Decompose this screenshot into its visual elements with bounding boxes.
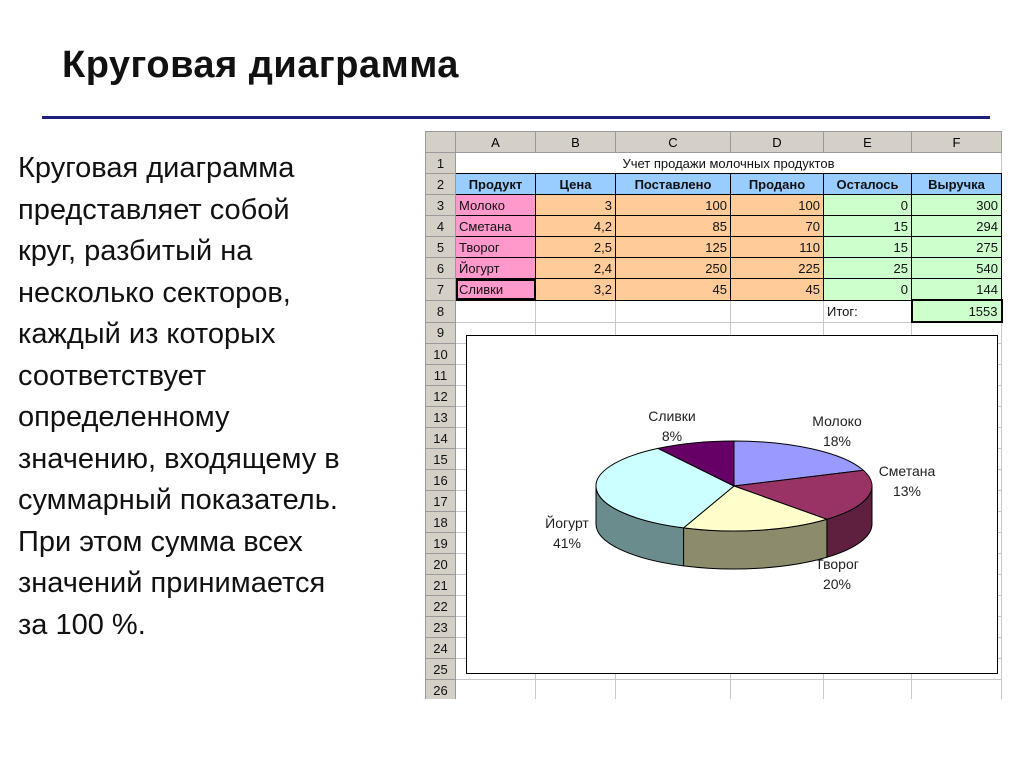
data-cell[interactable]: 45 (616, 279, 731, 301)
data-cell[interactable]: 0 (824, 195, 912, 216)
data-cell[interactable]: 70 (731, 216, 824, 237)
body-line: суммарный показатель. (18, 484, 338, 516)
column-title-cell[interactable]: Поставлено (616, 174, 731, 195)
column-title-cell[interactable]: Цена (536, 174, 616, 195)
column-header-b[interactable]: B (536, 132, 616, 153)
data-cell[interactable]: 3 (536, 195, 616, 216)
sheet-row (426, 300, 1002, 322)
row-header[interactable]: 6 (426, 258, 456, 279)
table-row (426, 216, 1002, 237)
body-line: представляет собой (18, 193, 290, 226)
row-header[interactable]: 8 (426, 300, 456, 322)
empty-cell[interactable] (536, 300, 616, 322)
row-header[interactable]: 17 (426, 491, 456, 512)
table-row (426, 237, 1002, 258)
row-header[interactable]: 7 (426, 279, 456, 301)
empty-cell[interactable] (731, 680, 824, 700)
row-header[interactable]: 3 (426, 195, 456, 216)
row-header[interactable]: 19 (426, 533, 456, 554)
column-header-row (426, 132, 1002, 153)
data-cell[interactable]: 250 (616, 258, 731, 279)
title-divider (42, 116, 990, 119)
data-cell[interactable]: 125 (616, 237, 731, 258)
pie-category-label: Молоко (812, 413, 862, 429)
data-cell[interactable]: 85 (616, 216, 731, 237)
row-header[interactable]: 21 (426, 575, 456, 596)
pie-chart (467, 336, 997, 673)
empty-cell[interactable] (912, 680, 1002, 700)
empty-cell[interactable] (616, 300, 731, 322)
row-header[interactable]: 20 (426, 554, 456, 575)
pie-percent-label: 18% (822, 433, 852, 449)
row-header[interactable]: 5 (426, 237, 456, 258)
body-line: соответствует (18, 359, 207, 392)
column-header-d[interactable]: D (731, 132, 824, 153)
data-cell[interactable]: Сливки (456, 279, 536, 301)
body-line: значению, входящему в (18, 442, 340, 475)
row-header[interactable]: 22 (426, 596, 456, 617)
data-cell[interactable]: 100 (616, 195, 731, 216)
data-cell[interactable]: 100 (731, 195, 824, 216)
pie-percent-label: 8% (661, 428, 683, 444)
data-cell[interactable]: 225 (731, 258, 824, 279)
table-row (426, 195, 1002, 216)
row-header[interactable]: 12 (426, 386, 456, 407)
row-header[interactable]: 25 (426, 659, 456, 680)
column-title-cell[interactable]: Выручка (912, 174, 1002, 195)
pie-percent-label: 13% (892, 483, 922, 499)
pie-category-label: Йогурт (545, 515, 589, 531)
column-header-c[interactable]: C (616, 132, 731, 153)
data-cell[interactable]: 3,2 (536, 279, 616, 301)
row-header[interactable]: 1 (426, 153, 456, 174)
total-label-cell[interactable]: Итог: (824, 300, 912, 322)
data-cell[interactable]: 45 (731, 279, 824, 301)
data-cell[interactable]: 2,5 (536, 237, 616, 258)
data-cell[interactable]: 540 (912, 258, 1002, 279)
sheet-row (426, 680, 1002, 700)
data-cell[interactable]: Сметана (456, 216, 536, 237)
column-title-cell[interactable]: Осталось (824, 174, 912, 195)
row-header[interactable]: 4 (426, 216, 456, 237)
column-header-f[interactable]: F (912, 132, 1002, 153)
data-cell[interactable]: Творог (456, 237, 536, 258)
sheet-row (426, 153, 1002, 174)
body-line: Круговая диаграмма (18, 152, 295, 184)
empty-cell[interactable] (824, 680, 912, 700)
data-cell[interactable]: 2,4 (536, 258, 616, 279)
column-header-e[interactable]: E (824, 132, 912, 153)
body-line: за 100 %. (18, 608, 146, 641)
select-all-corner[interactable] (426, 132, 456, 153)
total-value-cell[interactable]: 1553 (912, 300, 1002, 322)
row-header[interactable]: 9 (426, 322, 456, 344)
row-header[interactable]: 13 (426, 407, 456, 428)
row-header[interactable]: 23 (426, 617, 456, 638)
data-cell[interactable]: 300 (912, 195, 1002, 216)
data-cell[interactable]: 25 (824, 258, 912, 279)
empty-cell[interactable] (536, 680, 616, 700)
data-cell[interactable]: 110 (731, 237, 824, 258)
table-row (426, 279, 1002, 301)
empty-cell[interactable] (616, 680, 731, 700)
sheet-row (426, 174, 1002, 195)
pie-chart-area (466, 335, 998, 674)
body-line: значений принимается (18, 567, 326, 599)
empty-cell[interactable] (731, 300, 824, 322)
pie-percent-label: 20% (822, 576, 852, 592)
data-cell[interactable]: 15 (824, 216, 912, 237)
pie-category-label: Сливки (648, 408, 696, 424)
row-header[interactable]: 15 (426, 449, 456, 470)
data-cell[interactable]: 15 (824, 237, 912, 258)
data-cell[interactable]: Йогурт (456, 258, 536, 279)
pie-category-label: Сметана (878, 463, 936, 479)
row-header[interactable]: 10 (426, 344, 456, 365)
column-header-a[interactable]: A (456, 132, 536, 153)
empty-cell[interactable] (456, 680, 536, 700)
body-line: При этом сумма всех (18, 525, 303, 558)
column-title-cell[interactable]: Продано (731, 174, 824, 195)
data-cell[interactable]: Молоко (456, 195, 536, 216)
row-header[interactable]: 24 (426, 638, 456, 659)
data-cell[interactable]: 4,2 (536, 216, 616, 237)
body-line: определенному (18, 401, 230, 433)
body-line: несколько секторов, (18, 276, 291, 309)
row-header[interactable]: 11 (426, 365, 456, 386)
body-line: круг, разбитый на (18, 235, 253, 267)
data-cell[interactable]: 275 (912, 237, 1002, 258)
data-cell[interactable]: 0 (824, 279, 912, 301)
row-header[interactable]: 18 (426, 512, 456, 533)
data-cell[interactable]: 294 (912, 216, 1002, 237)
pie-percent-label: 41% (552, 535, 582, 551)
pie-top-faces (596, 441, 872, 531)
slide-body-text (18, 148, 410, 646)
empty-cell[interactable] (456, 300, 536, 322)
body-line: каждый из которых (18, 318, 276, 350)
row-header[interactable]: 16 (426, 470, 456, 491)
slide-title: Круговая диаграмма (62, 44, 459, 86)
column-title-cell[interactable]: Продукт (456, 174, 536, 195)
sheet-title-cell[interactable]: Учет продажи молочных продуктов (456, 153, 1002, 174)
data-cell[interactable]: 144 (912, 279, 1002, 301)
row-header[interactable]: 26 (426, 680, 456, 700)
table-row (426, 258, 1002, 279)
row-header[interactable]: 2 (426, 174, 456, 195)
row-header[interactable]: 14 (426, 428, 456, 449)
pie-category-label: Творог (815, 556, 859, 572)
